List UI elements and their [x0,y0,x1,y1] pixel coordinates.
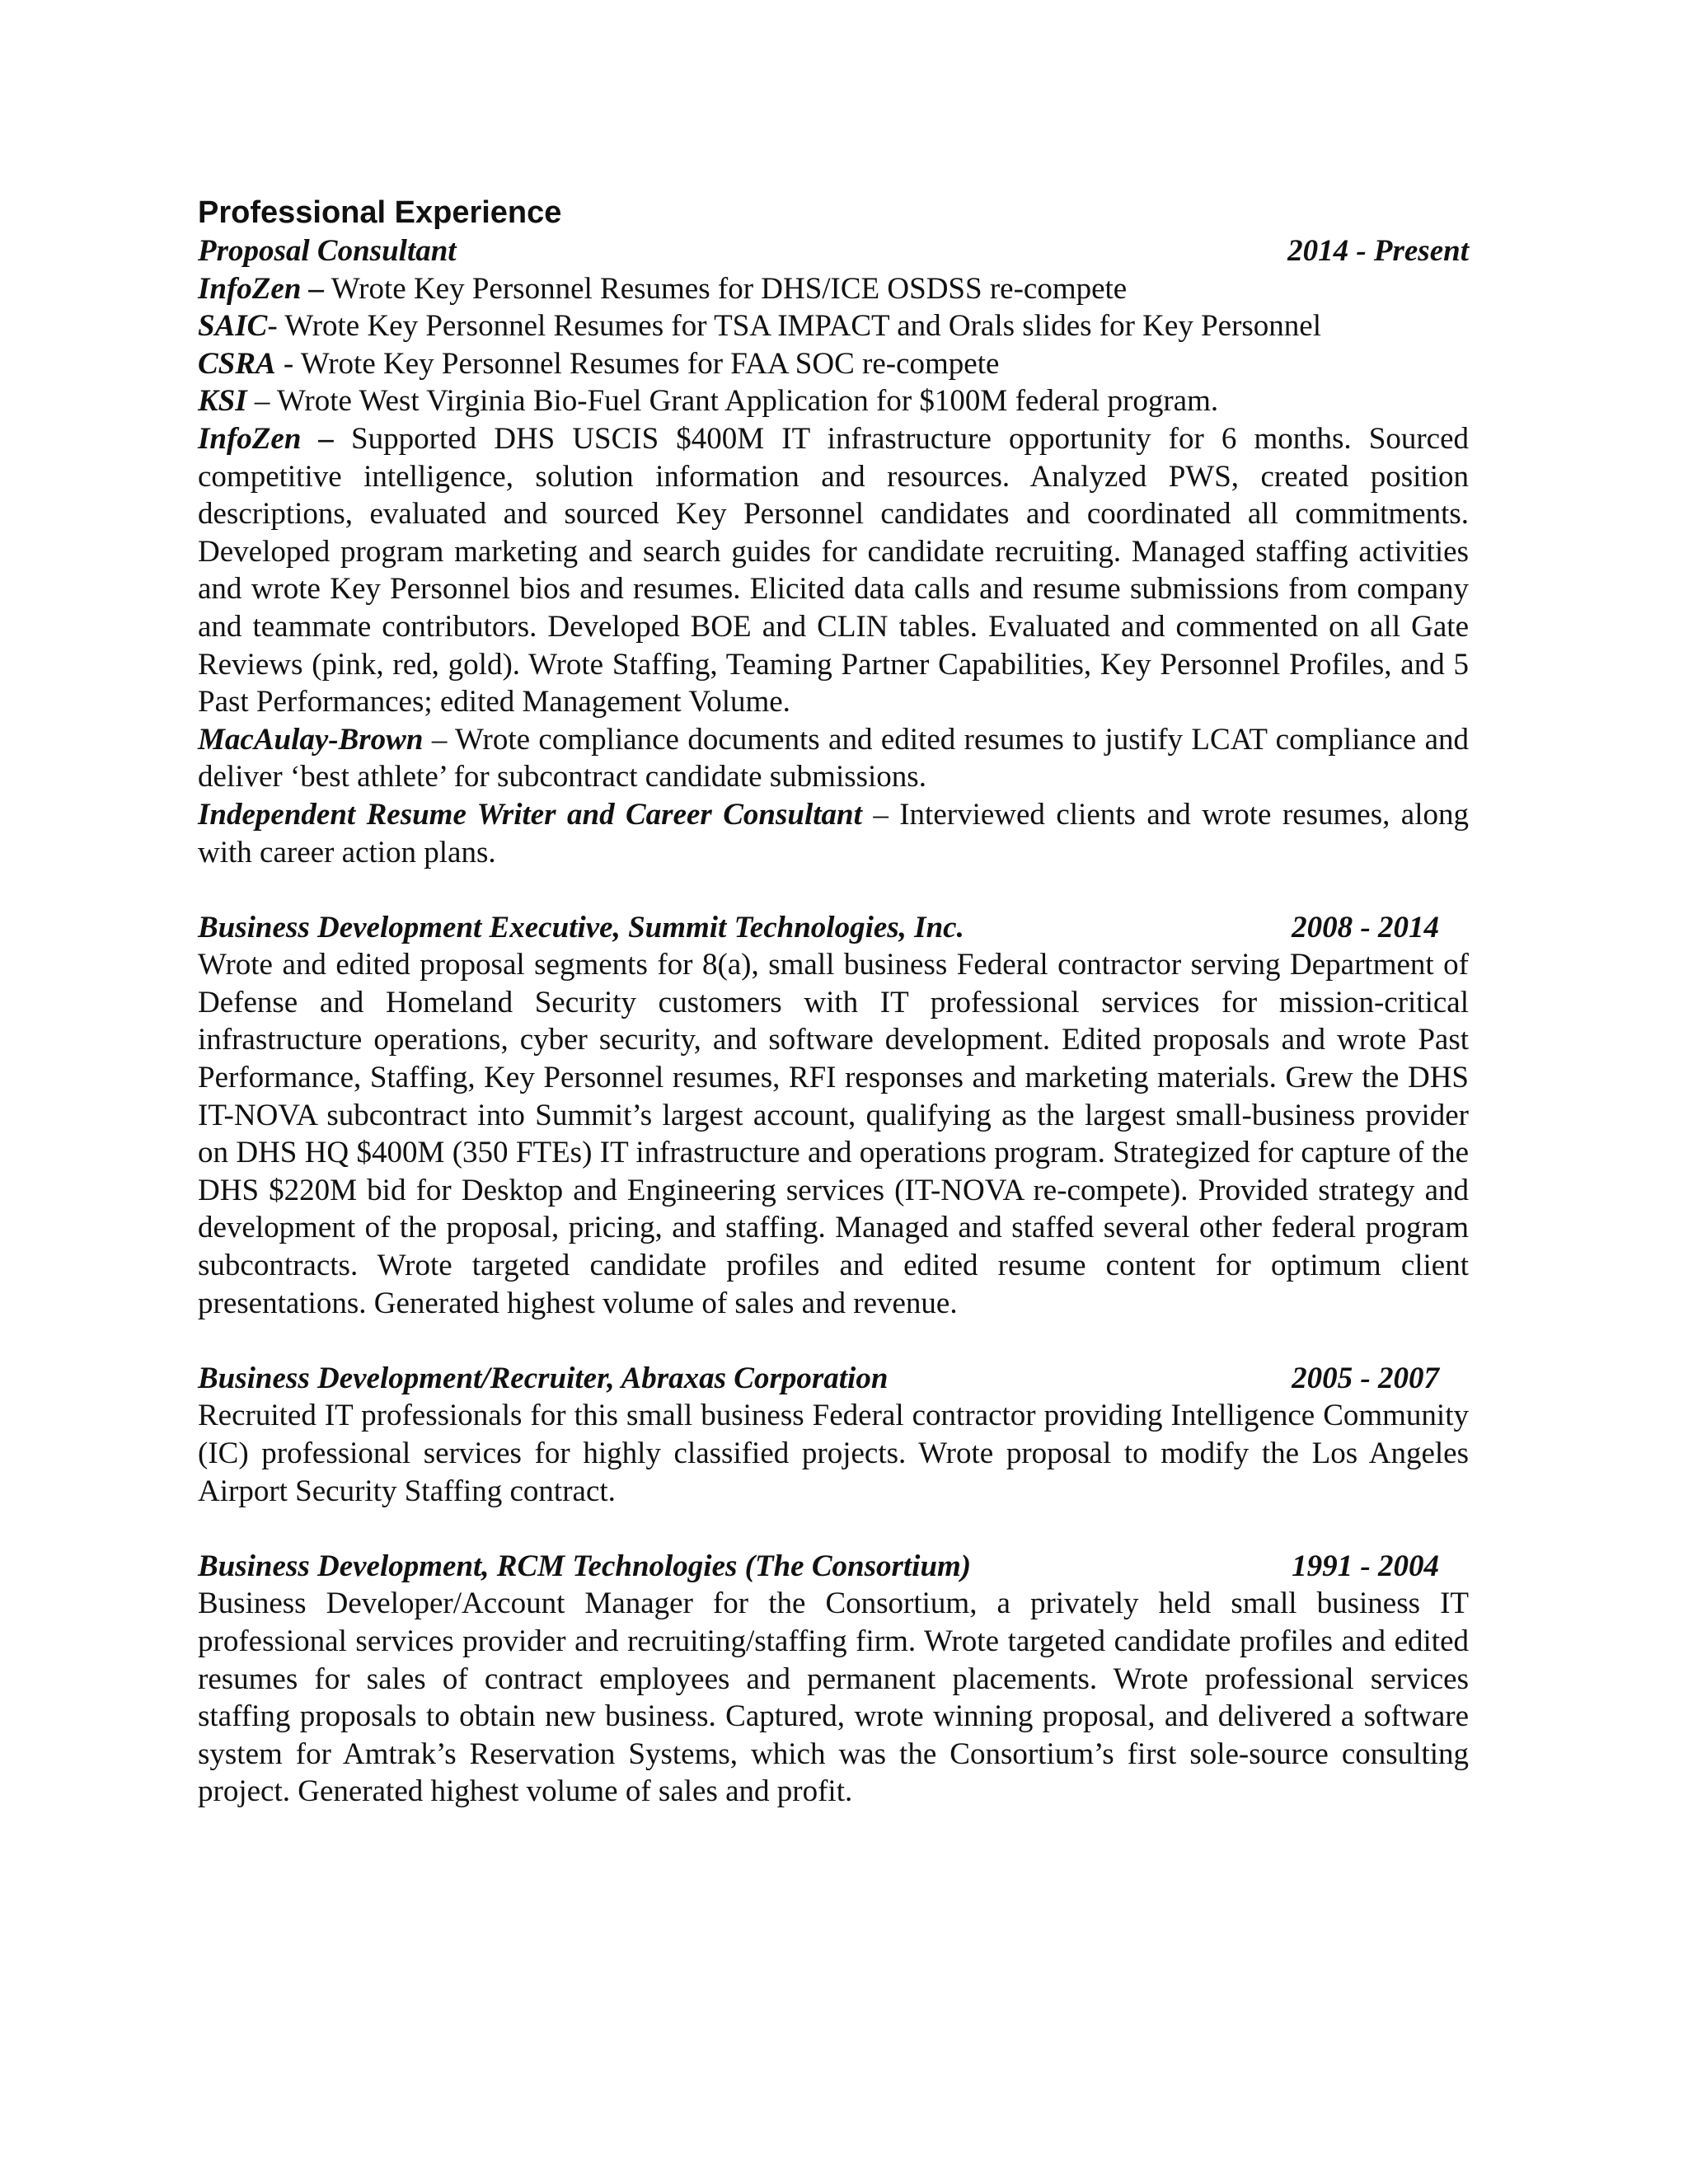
job-header [198,1548,1469,1586]
job-header [198,909,1469,947]
spacer [198,871,1469,909]
job-title: Business Development/Recruiter, Abraxas Corporation [198,1361,889,1395]
consultant-entry: Independent Resume Writer and Career Consultant – Interviewed clients and wrote resumes, along with career action plans. [198,797,1469,869]
job-dates: 2008 - 2014 [1292,910,1439,944]
resume-page [198,193,1469,1811]
consultant-entry: KSI – Wrote West Virginia Bio-Fuel Grant Application for $100M federal program. [198,384,1219,419]
consultant-entry: CSRA - Wrote Key Personnel Resumes for FAA SOC re-compete [198,346,1000,381]
spacer [198,1322,1469,1360]
consultant-entry: MacAulay-Brown – Wrote compliance documents and edited resumes to justify LCAT compliance and deliver ‘best athlete’ for subcontract candidate submissions. [198,722,1469,794]
section-title: Professional Experience [198,195,562,230]
consultant-header [198,232,1469,270]
job-description: Recruited IT professionals for this small business Federal contractor providing Intelligence Community (IC) professional services for highly classified projects. Wrote proposal to modify the Los Angeles Airport Security Staffing contract. [198,1399,1469,1508]
consultant-dates: 2014 - Present [1287,234,1469,268]
job-title: Business Development Executive, Summit Technologies, Inc. [198,910,964,944]
job-dates: 2005 - 2007 [1292,1361,1439,1395]
consultant-title: Proposal Consultant [198,234,457,268]
job-dates: 1991 - 2004 [1292,1549,1439,1583]
consultant-entry: InfoZen – Wrote Key Personnel Resumes for DHS/ICE OSDSS re-compete [198,271,1128,306]
job-title: Business Development, RCM Technologies (The Consortium) [198,1549,972,1583]
consultant-entry: SAIC- Wrote Key Personnel Resumes for TSA IMPACT and Orals slides for Key Personnel [198,309,1321,344]
spacer [198,1510,1469,1548]
consultant-entry: InfoZen – Supported DHS USCIS $400M IT infrastructure opportunity for 6 months. Sourced competitive intelligence, solution information and resources. Analyzed PWS, created position descriptions, evaluated and sourced Key Personnel candidates and coordinated all commitments. Developed program marketing and search guides for candidate recruiting. Managed staffing activities and wrote Key Personnel bios and resumes. Elicited data calls and resume submissions from company and teammate contributors. Developed BOE and CLIN tables. Evaluated and commented on all Gate Reviews (pink, red, gold). Wrote Staffing, Teaming Partner Capabilities, Key Personnel Profiles, and 5 Past Performances; edited Management Volume. [198,421,1469,719]
job-header [198,1360,1469,1398]
job-description: Business Developer/Account Manager for the Consortium, a privately held small business IT professional services provider and recruiting/staffing firm. Wrote targeted candidate profiles and edited resumes for sales of contract employees and permanent placements. Wrote professional services staffing proposals to obtain new business. Captured, wrote winning proposal, and delivered a software system for Amtrak’s Reservation Systems, which was the Consortium’s first sole-source consulting project. Generated highest volume of sales and profit. [198,1586,1469,1809]
job-description: Wrote and edited proposal segments for 8(a), small business Federal contractor serving Department of Defense and Homeland Security customers with IT professional services for mission-critical infrastructure operations, cyber security, and software development. Edited proposals and wrote Past Performance, Staffing, Key Personnel resumes, RFI responses and marketing materials. Grew the DHS IT-NOVA subcontract into Summit’s largest account, qualifying as the largest small-business provider on DHS HQ $400M (350 FTEs) IT infrastructure and operations program. Strategized for capture of the DHS $220M bid for Desktop and Engineering services (IT-NOVA re-compete). Provided strategy and development of the proposal, pricing, and staffing. Managed and staffed several other federal program subcontracts. Wrote targeted candidate profiles and edited resume content for optimum client presentations. Generated highest volume of sales and revenue. [198,948,1469,1320]
